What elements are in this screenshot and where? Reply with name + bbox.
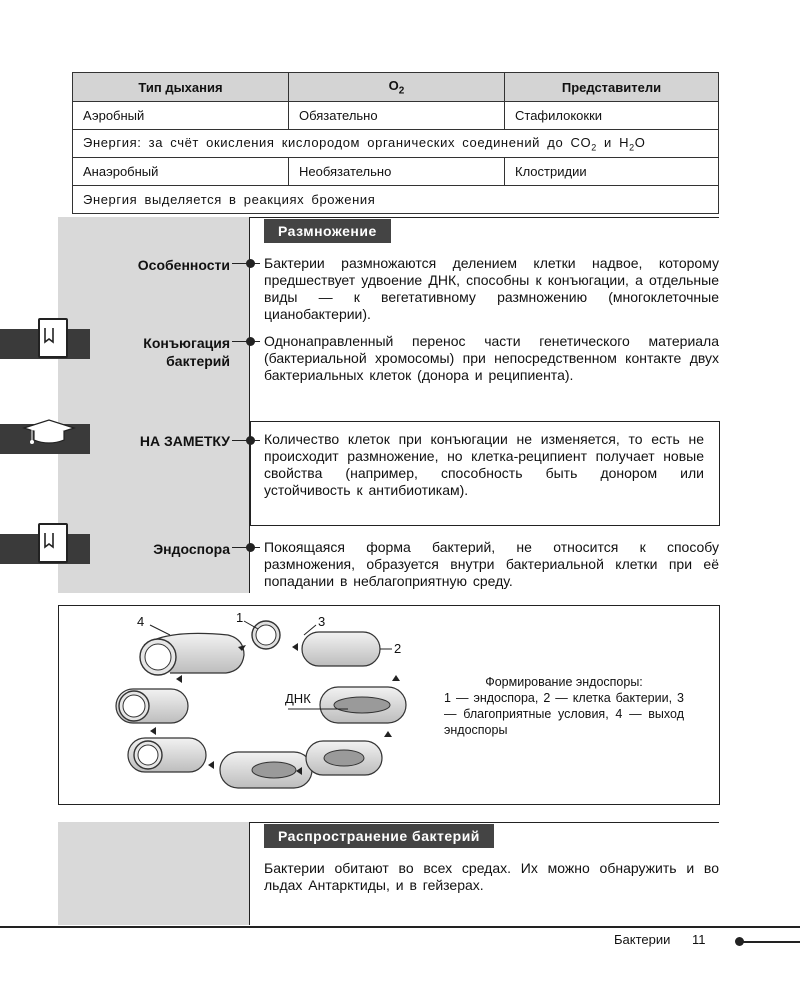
spread-text: Бактерии обитают во всех средах. Их можно обнаружить и во льдах Антарктиды, и в гейзерах. [264, 860, 719, 893]
energy-aerobic-cell: Энергия: за счёт окисления кислородом органических соединений до $CO_2$ и $H_2O$ [73, 130, 719, 158]
table-row [73, 158, 719, 186]
table-header: Тип дыхания [73, 73, 289, 102]
respiration-table [72, 72, 719, 214]
table-cell: Анаэробный [73, 158, 289, 186]
dna-shape [334, 697, 390, 713]
term-conjugation [143, 334, 230, 370]
page-footer [614, 932, 706, 947]
spore-inner [145, 644, 171, 670]
term-endospore: Эндоспора [153, 541, 230, 557]
spore-inner [256, 625, 276, 645]
figure-caption [444, 674, 684, 738]
graduation-cap-icon [22, 418, 76, 451]
table-cell: Аэробный [73, 102, 289, 130]
dna-shape [252, 762, 296, 778]
connector-dot [246, 259, 255, 268]
book-icon [38, 523, 68, 563]
table-header-row [73, 73, 719, 102]
table-cell: Стафилококки [505, 102, 719, 130]
table-row [73, 130, 719, 158]
table-header: Представители [505, 73, 719, 102]
endospore-diagram [58, 605, 458, 803]
book-icon [38, 318, 68, 358]
cell-shape [302, 632, 380, 666]
term-features: Особенности [137, 257, 230, 273]
spore-inner [138, 745, 158, 765]
footer-title: Бактерии [614, 932, 671, 947]
table-row [73, 102, 719, 130]
section-heading-reproduction: Размножение [264, 219, 391, 243]
figure-label-dna: ДНК [285, 691, 311, 706]
gray-term-column [58, 822, 250, 925]
table-header: $O_2$ [289, 73, 505, 102]
footer-rule [0, 926, 800, 928]
page-number: 11 [692, 932, 706, 947]
connector-dot [246, 337, 255, 346]
term-note: НА ЗАМЕТКУ [139, 433, 230, 449]
figure-label-3: 3 [318, 614, 326, 629]
table-cell: Клостридии [505, 158, 719, 186]
term-line: Конъюгация [143, 335, 230, 351]
energy-anaerobic-cell: Энергия выделяется в реакциях брожения [73, 186, 719, 214]
figure-label-2: 2 [394, 641, 402, 656]
guide-line [249, 822, 250, 925]
conjugation-text: Однонаправленный перенос части генетического материала (бактериальной хромосомы) при непосредственном контакте двух бактериальных клеток (донора и реципиента). [264, 333, 719, 383]
spore-inner [123, 695, 145, 717]
connector-dot [246, 543, 255, 552]
endospore-text: Покоящаяся форма бактерий, не относится к способу размножения, образуется внутри бактериальной клетки при её попадании в неблагоприятную среду. [264, 539, 719, 589]
table-row [73, 186, 719, 214]
table-cell: Обязательно [289, 102, 505, 130]
caption-title: Формирование эндоспоры: [485, 675, 643, 689]
footer-line [740, 941, 800, 943]
connector-dot [246, 436, 255, 445]
figure-label-1: 1 [236, 610, 244, 625]
section-heading-spread: Распространение бактерий [264, 824, 494, 848]
table-cell: Необязательно [289, 158, 505, 186]
term-line: бактерий [166, 353, 230, 369]
section-rule [250, 822, 719, 823]
caption-text: 1 — эндоспора, 2 — клетка бактерии, 3 — благоприятные условия, 4 — выход эндоспоры [444, 691, 684, 737]
note-text: Количество клеток при конъюгации не изменяется, то есть не происходит размножение, но клетка-реципиент получает новые свойства (например, способность быть донором или устойчивость к антибиотикам). [264, 431, 704, 498]
leader-line [150, 625, 170, 635]
dna-shape [324, 750, 364, 766]
features-text: Бактерии размножаются делением клетки надвое, которому предшествует удвоение ДНК, способны к конъюгации, а отдельные виды — к вегетативному размножению (многоклеточные цианобактерии). [264, 255, 719, 322]
figure-label-4: 4 [137, 614, 145, 629]
section-rule [250, 217, 719, 218]
guide-line [249, 217, 250, 593]
